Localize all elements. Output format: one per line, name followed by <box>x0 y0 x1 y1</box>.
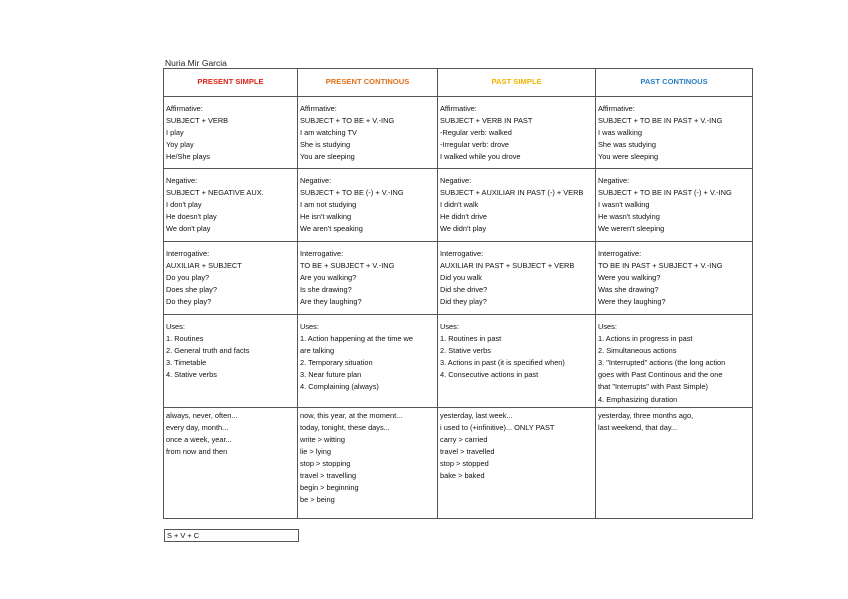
cell-line: 4. Consecutive actions in past <box>440 370 539 380</box>
cell-line: 4. Complaining (always) <box>300 382 379 392</box>
cell-line: write > witting <box>300 434 345 444</box>
cell-line: 1. Routines <box>166 334 204 344</box>
cell-line: always, never, often... <box>166 410 238 420</box>
author-name: Nuria Mir Garcia <box>165 58 227 68</box>
cell-line: stop > stopping <box>300 459 351 469</box>
cell-line: Were they laughing? <box>598 297 666 307</box>
header-present-continous: PRESENT CONTINOUS <box>298 69 438 97</box>
cell-past-continous <box>596 169 753 242</box>
cell-present-continous <box>298 97 438 169</box>
cell-line: begin > beginning <box>300 483 359 493</box>
cell-line: 3. Actions in past (it is specified when) <box>440 358 565 368</box>
cell-line: AUXILIAR IN PAST + SUBJECT + VERB <box>440 261 575 271</box>
negative-row <box>164 169 753 242</box>
cell-line: You are sleeping <box>300 152 355 162</box>
cell-past-simple <box>438 169 596 242</box>
cell-line: be > being <box>300 495 335 505</box>
cell-line: I was walking <box>598 128 642 138</box>
cell-line: Negative: <box>166 176 198 185</box>
cell-line: Are you walking? <box>300 273 357 283</box>
cell-line: goes with Past Continous and the one <box>598 370 723 380</box>
cell-line: stop > stopped <box>440 459 489 469</box>
cell-line: travel > travelled <box>440 446 495 456</box>
cell-line: We don't play <box>166 224 211 234</box>
cell-line: Uses: <box>598 322 617 331</box>
cell-line: 1. Actions in progress in past <box>598 334 693 344</box>
cell-line: Are they laughing? <box>300 297 362 307</box>
uses-row <box>164 315 753 408</box>
cell-line: Negative: <box>598 176 630 185</box>
cell-line: Yoy play <box>166 140 194 150</box>
header-row <box>164 69 753 97</box>
cell-line: 2. Stative verbs <box>440 346 491 356</box>
cell-line: Is she drawing? <box>300 285 352 295</box>
cell-line: 4. Emphasizing duration <box>598 394 678 404</box>
cell-line: You were sleeping <box>598 152 659 162</box>
cell-line: Do you play? <box>166 273 210 283</box>
cell-line: Negative: <box>300 176 332 185</box>
cell-line: yesterday, last week... <box>440 410 513 420</box>
cell-line: i used to (+infinitive)... ONLY PAST <box>440 422 555 432</box>
cell-line: 2. Temporary situation <box>300 358 373 368</box>
cell-past-continous <box>596 407 753 518</box>
cell-line: Did she drive? <box>440 285 488 295</box>
cell-line: He/She plays <box>166 152 210 162</box>
cell-line: last weekend, that day... <box>598 422 678 432</box>
cell-line: Negative: <box>440 176 472 185</box>
cell-line: 3. Timetable <box>166 358 207 368</box>
cell-line: 2. General truth and facts <box>166 346 250 356</box>
cell-line: 4. Stative verbs <box>166 370 217 380</box>
cell-line: once a week, year... <box>166 434 232 444</box>
cell-line: now, this year, at the moment... <box>300 410 403 420</box>
cell-line: I walked while you drove <box>440 152 521 162</box>
cell-line: Interrogative: <box>440 249 484 258</box>
cell-line: carry > carried <box>440 434 488 444</box>
tenses-table <box>163 68 753 519</box>
cell-present-continous <box>298 315 438 408</box>
cell-line: that "Interrupts" with Past Simple) <box>598 382 708 392</box>
cell-line: 3. "Interrupted" actions (the long action <box>598 358 726 368</box>
cell-line: TO BE + SUBJECT + V.-ING <box>300 261 395 271</box>
cell-past-simple <box>438 97 596 169</box>
cell-present-simple <box>164 169 298 242</box>
cell-line: Did you walk <box>440 273 482 283</box>
cell-line: SUBJECT + TO BE IN PAST (-) + V.-ING <box>598 188 732 198</box>
cell-line: Were you walking? <box>598 273 661 283</box>
affirmative-row <box>164 97 753 169</box>
cell-line: from now and then <box>166 446 228 456</box>
cell-line: Affirmative: <box>440 104 477 113</box>
cell-past-simple <box>438 315 596 408</box>
cell-line: I am watching TV <box>300 128 357 138</box>
cell-line: I don't play <box>166 200 202 210</box>
cell-past-continous <box>596 315 753 408</box>
cell-line: SUBJECT + TO BE IN PAST + V.-ING <box>598 116 723 126</box>
cell-line: 1. Action happening at the time we <box>300 334 413 344</box>
cell-present-simple <box>164 242 298 315</box>
cell-line: travel > travelling <box>300 471 357 481</box>
cell-line: every day, month... <box>166 422 229 432</box>
cell-line: We didn't play <box>440 224 487 234</box>
cell-present-simple <box>164 97 298 169</box>
cell-line: SUBJECT + NEGATIVE AUX. <box>166 188 264 198</box>
cell-line: Do they play? <box>166 297 212 307</box>
cell-line: He wasn't studying <box>598 212 660 222</box>
cell-line: Did they play? <box>440 297 487 307</box>
cell-line: Affirmative: <box>300 104 337 113</box>
cell-line: I am not studying <box>300 200 357 210</box>
cell-present-continous <box>298 407 438 518</box>
cell-present-continous <box>298 169 438 242</box>
cell-line: SUBJECT + TO BE + V.-ING <box>300 116 395 126</box>
cell-present-continous <box>298 242 438 315</box>
cell-past-continous <box>596 242 753 315</box>
cell-line: I wasn't walking <box>598 200 650 210</box>
cell-line: We weren't sleeping <box>598 224 665 234</box>
header-past-simple: PAST SIMPLE <box>438 69 596 97</box>
cell-line: -Regular verb: walked <box>440 128 512 138</box>
cell-line: SUBJECT + AUXILIAR IN PAST (-) + VERB <box>440 188 584 198</box>
cell-line: He didn't drive <box>440 212 488 222</box>
cell-line: Uses: <box>300 322 319 331</box>
cell-line: -Irregular verb: drove <box>440 140 510 150</box>
cell-line: yesterday, three months ago, <box>598 410 694 420</box>
cell-past-simple <box>438 407 596 518</box>
cell-line: Interrogative: <box>598 249 642 258</box>
cell-line: She was studying <box>598 140 656 150</box>
cell-line: lie > lying <box>300 446 332 456</box>
header-past-continous: PAST CONTINOUS <box>596 69 753 97</box>
cell-line: Interrogative: <box>300 249 344 258</box>
cell-line: He doesn't play <box>166 212 217 222</box>
cell-line: Affirmative: <box>166 104 203 113</box>
formula-box: S + V + C <box>164 529 299 542</box>
cell-line: She is studying <box>300 140 351 150</box>
cell-line: SUBJECT + VERB <box>166 116 229 126</box>
cell-present-simple <box>164 407 298 518</box>
cell-line: Does she play? <box>166 285 217 295</box>
cell-line: Was she drawing? <box>598 285 659 295</box>
cell-past-continous <box>596 97 753 169</box>
cell-line: Uses: <box>166 322 185 331</box>
cell-line: SUBJECT + TO BE (-) + V.-ING <box>300 188 404 198</box>
cell-line: He isn't walking <box>300 212 352 222</box>
cell-line: 3. Near future plan <box>300 370 362 380</box>
cell-line: 2. Simultaneous actions <box>598 346 677 356</box>
cell-line: 1. Routines in past <box>440 334 502 344</box>
cell-line: Uses: <box>440 322 459 331</box>
cell-line: Interrogative: <box>166 249 210 258</box>
interrogative-row <box>164 242 753 315</box>
cell-line: AUXILIAR + SUBJECT <box>166 261 242 271</box>
cell-present-simple <box>164 315 298 408</box>
cell-past-simple <box>438 242 596 315</box>
cell-line: I didn't walk <box>440 200 479 210</box>
cell-line: We aren't speaking <box>300 224 363 234</box>
cell-line: today, tonight, these days... <box>300 422 390 432</box>
time-expressions-row <box>164 407 753 518</box>
header-present-simple: PRESENT SIMPLE <box>164 69 298 97</box>
cell-line: SUBJECT + VERB IN PAST <box>440 116 533 126</box>
cell-line: TO BE IN PAST + SUBJECT + V.-ING <box>598 261 723 271</box>
cell-line: I play <box>166 128 184 138</box>
cell-line: bake > baked <box>440 471 485 481</box>
cell-line: Affirmative: <box>598 104 635 113</box>
cell-line: are talking <box>300 346 335 356</box>
